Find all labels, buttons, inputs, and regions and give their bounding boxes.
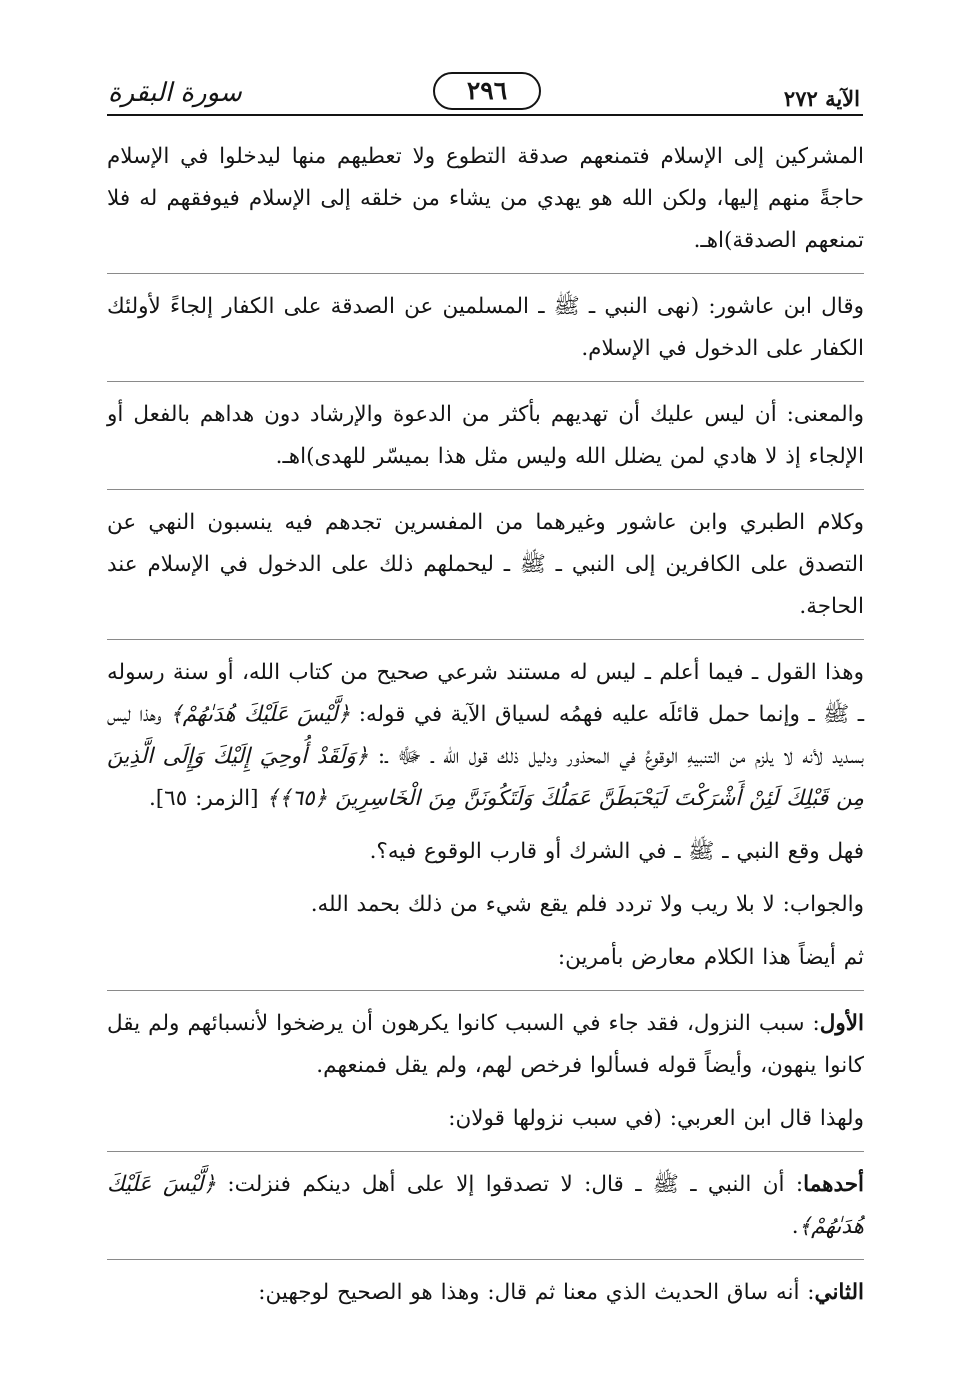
point-label: الأول [819,1011,864,1036]
paragraph-text: وهذا ليس بسديد لأنه لا يلزم من التنبيهِ الوقوعُ في المحذور ودليل ذلك قول الله ـ ﷻ ـ: [107,702,864,769]
paragraph-divider [107,381,864,382]
point-label: أحدهما [803,1172,865,1197]
paragraph: ولهذا قال ابن العربي: (في سبب نزولها قولان: [448,1106,864,1131]
quran-verse: ﴿لَّيْسَ عَلَيْكَ هُدَىٰهُمْ﴾ [170,702,351,727]
surah-name: سورة البقرة [108,78,242,108]
quran-verse: ﴿لَّيْسَ عَلَيْكَ هُدَىٰهُمْ﴾ [107,1172,864,1239]
paragraph-text: . [791,1214,799,1239]
point-label: الثاني [814,1280,864,1305]
paragraph [107,1164,864,1248]
paragraph [107,1003,864,1087]
paragraph-text: : أن النبي ـ ﷺ ـ قال: لا تصدقوا إلا على أهل دينكم فنزلت: [216,1172,804,1197]
page-number-badge: ٢٩٦ [433,72,541,110]
paragraph: ثم أيضاً هذا الكلام معارض بأمرين: [557,945,864,970]
paragraph-divider [107,273,864,274]
paragraph-text: : سبب النزول، فقد جاء في السبب كانوا يكرهون أن يرضخوا لأنسبائهم ولم يقل كانوا ينهون، وأيضاً قوله فسألوا فرخص لهم، ولم يقل فمنعهم. [107,1011,864,1078]
paragraph-text: وهذا القول ـ فيما أعلم ـ ليس له مستند شرعي صحيح من كتاب الله، أو سنة رسوله ـ ﷺ ـ وإنما حمل قائلَه عليه فهمُه لسياق الآية في قوله: [107,660,864,727]
paragraph-divider [107,489,864,490]
quran-verse: ﴿وَلَقَدْ أُوحِيَ إِلَيْكَ وَإِلَى الَّذِينَ مِن قَبْلِكَ لَئِنْ أَشْرَكْتَ لَيَحْبَطَنَّ عَمَلُكَ وَلَتَكُونَنَّ مِنَ الْخَاسِرِينَ ﴿٦٥﴾﴾ [107,744,864,811]
paragraph [107,652,864,820]
paragraph: وقال ابن عاشور: (نهى النبي ـ ﷺ ـ المسلمين عن الصدقة على الكفار إلجاءً لأولئك الكفار على الدخول في الإسلام. [107,294,864,361]
paragraph: والجواب: لا بلا ريب ولا تردد فلم يقع شيء من ذلك بحمد الله. [310,892,864,917]
paragraph-text: : أنه ساق الحديث الذي معنا ثم قال: وهذا هو الصحيح لوجهين: [258,1280,815,1305]
paragraph-divider [107,639,864,640]
paragraph: والمعنى: أن ليس عليك أن تهديهم بأكثر من الدعوة والإرشاد دون هداهم بالفعل أو الإلجاء إذ لا هادي لمن يضلل الله وليس مثل هذا بميسّر للهدى)اهـ. [107,402,864,469]
ayah-label: الآية ٢٧٢ [783,86,860,111]
paragraph-divider [107,1151,864,1152]
header-rule [107,114,863,116]
paragraph: فهل وقع النبي ـ ﷺ ـ في الشرك أو قارب الوقوع فيه؟. [369,839,864,864]
page-body [107,136,864,1325]
verse-citation: [الزمر: ٦٥]. [148,786,267,811]
paragraph-divider [107,990,864,991]
paragraph-divider [107,1259,864,1260]
paragraph: وكلام الطبري وابن عاشور وغيرهما من المفسرين تجدهم فيه ينسبون النهي عن التصدق على الكافرين إلى النبي ـ ﷺ ـ ليحملهم ذلك على الدخول في الإسلام عند الحاجة. [107,510,864,619]
paragraph [107,1272,864,1314]
paragraph: المشركين إلى الإسلام فتمنعهم صدقة التطوع ولا تعطيهم منها ليدخلوا في الإسلام حاجةً منهم إليها، ولكن الله هو يهدي من يشاء من خلقه إلى الإسلام فيوفقهم له فلا تمنعهم الصدقة)اهـ. [107,144,864,253]
